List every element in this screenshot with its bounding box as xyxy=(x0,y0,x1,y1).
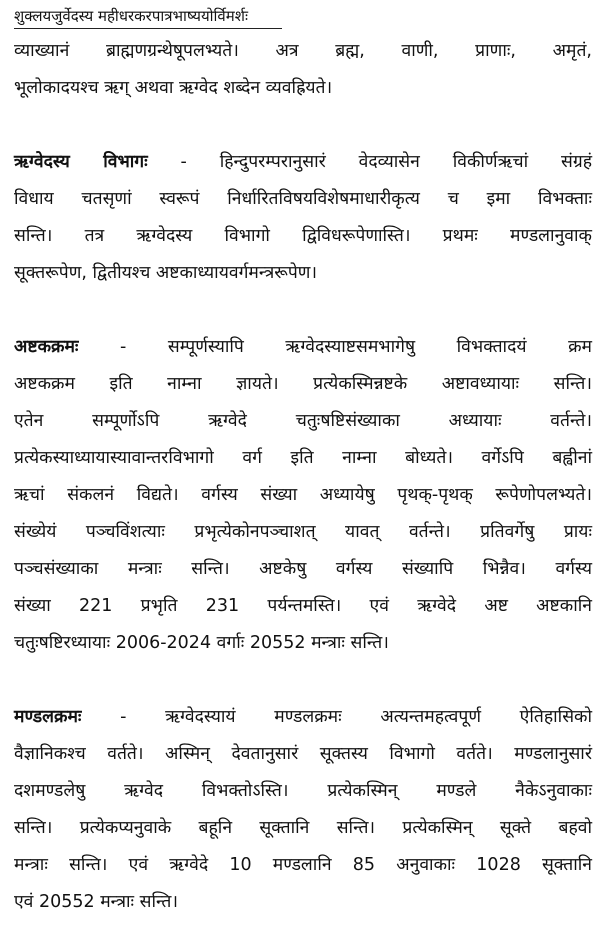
line-text: एतेन सम्पूर्णोऽपि ऋग्वेदे चतुःषष्टिसंख्याका अध्यायाः वर्तन्ते। xyxy=(14,411,592,431)
line-text: चतुःषष्टिरध्यायाः 2006-2024 वर्गाः 20552 मन्त्राः सन्ति। xyxy=(14,633,389,653)
line-text: विधाय चतसृणां स्वरूपं निर्धारितविषयविशेषमाधारीकृत्य च इमा विभक्ताः xyxy=(14,189,592,209)
section-heading: मण्डलक्रमः xyxy=(14,707,82,727)
paragraph-line xyxy=(14,773,592,810)
paragraph-ashtaka xyxy=(14,329,592,662)
line-text: सन्ति। तत्र ऋग्वेदस्य विभागो द्विविधरूपेणास्ति। प्रथमः मण्डलानुवाक् xyxy=(14,226,592,246)
paragraph-line xyxy=(14,255,592,292)
paragraph-line xyxy=(14,366,592,403)
paragraph-gap xyxy=(14,662,592,699)
paragraph-line xyxy=(14,70,592,107)
paragraph-mandala xyxy=(14,699,592,921)
paragraph-line xyxy=(14,884,592,921)
line-text: प्रत्येकस्याध्यायास्यावान्तरविभागो वर्ग इति नाम्ना बोध्यते। वर्गेऽपि बह्वीनां xyxy=(14,448,592,468)
section-heading: ऋग्वेदस्य विभागः xyxy=(14,152,148,172)
paragraph-line xyxy=(14,440,592,477)
paragraph-gap xyxy=(14,292,592,329)
paragraph-line xyxy=(14,477,592,514)
paragraph-line xyxy=(14,699,592,736)
paragraph-line xyxy=(14,847,592,884)
section-heading: अष्टकक्रमः xyxy=(14,337,79,357)
paragraph-line xyxy=(14,551,592,588)
line-text: दशमण्डलेषु ऋग्वेद विभक्तोऽस्ति। प्रत्येकस्मिन् मण्डले नैकेऽनुवाकाः xyxy=(14,781,592,801)
line-text: व्याख्यानं ब्राह्मणग्रन्थेषूपलभ्यते। अत्र ब्रह्म, वाणी, प्राणाः, अमृतं, xyxy=(14,41,592,61)
paragraph-vibhaga xyxy=(14,144,592,292)
paragraph-line xyxy=(14,514,592,551)
line-text: सूक्तरूपेण, द्वितीयश्च अष्टकाध्यायवर्गमन्त्ररूपेण। xyxy=(14,263,318,283)
paragraph-line xyxy=(14,329,592,366)
line-text: - ऋग्वेदस्यायं मण्डलक्रमः अत्यन्तमहत्वपूर्ण ऐतिहासिको xyxy=(81,707,592,727)
paragraph-line xyxy=(14,144,592,181)
line-text: वैज्ञानिकश्च वर्तते। अस्मिन् देवतानुसारं सूक्तस्य विभागो वर्तते। मण्डलानुसारं xyxy=(14,744,592,764)
paragraph-line xyxy=(14,403,592,440)
paragraph-gap xyxy=(14,107,592,144)
paragraph-line xyxy=(14,736,592,773)
line-text: अष्टकक्रम इति नाम्ना ज्ञायते। प्रत्येकस्मिन्नष्टके अष्टावध्यायाः सन्ति। xyxy=(14,374,592,394)
paragraph-line xyxy=(14,181,592,218)
paragraph-line xyxy=(14,588,592,625)
paragraph-line xyxy=(14,810,592,847)
line-text: - हिन्दुपरम्परानुसारं वेदव्यासेन विकीर्णऋचां संग्रहं xyxy=(147,152,592,172)
line-text: संख्या 221 प्रभृति 231 पर्यन्तमस्ति। एवं ऋग्वेदे अष्ट अष्टकानि xyxy=(14,596,592,616)
running-head-rule xyxy=(14,28,282,29)
line-text: एवं 20552 मन्त्राः सन्ति। xyxy=(14,892,179,912)
paragraph-intro xyxy=(14,33,592,107)
line-text: संख्येयं पञ्चविंशत्याः प्रभृत्येकोनपञ्चाशत् यावत् वर्तन्ते। प्रतिवर्गेषु प्रायः xyxy=(14,522,592,542)
paragraph-line xyxy=(14,218,592,255)
line-text: मन्त्राः सन्ति। एवं ऋग्वेदे 10 मण्डलानि 85 अनुवाकाः 1028 सूक्तानि xyxy=(14,855,592,875)
line-text: सन्ति। प्रत्येकप्यनुवाके बहूनि सूक्तानि सन्ति। प्रत्येकस्मिन् सूक्ते बहवो xyxy=(14,818,592,838)
line-text: पञ्चसंख्याका मन्त्राः सन्ति। अष्टकेषु वर्गस्य संख्यापि भिन्नैव। वर्गस्य xyxy=(14,559,592,579)
line-text: - सम्पूर्णस्यापि ऋग्वेदस्याष्टसमभागेषु विभक्तादयं क्रम xyxy=(78,337,592,357)
paragraph-line xyxy=(14,33,592,70)
running-head: शुक्लयजुर्वेदस्य महीधरकरपात्रभाष्ययोर्विमर्शः xyxy=(14,7,248,25)
body-text xyxy=(14,33,592,921)
line-text: भूलोकादयश्च ऋग् अथवा ऋग्वेद शब्देन व्यवह्रियते। xyxy=(14,78,333,98)
paragraph-line xyxy=(14,625,592,662)
line-text: ऋचां संकलनं विद्यते। वर्गस्य संख्या अध्यायेषु पृथक्-पृथक् रूपेणोपलभ्यते। xyxy=(14,485,592,505)
